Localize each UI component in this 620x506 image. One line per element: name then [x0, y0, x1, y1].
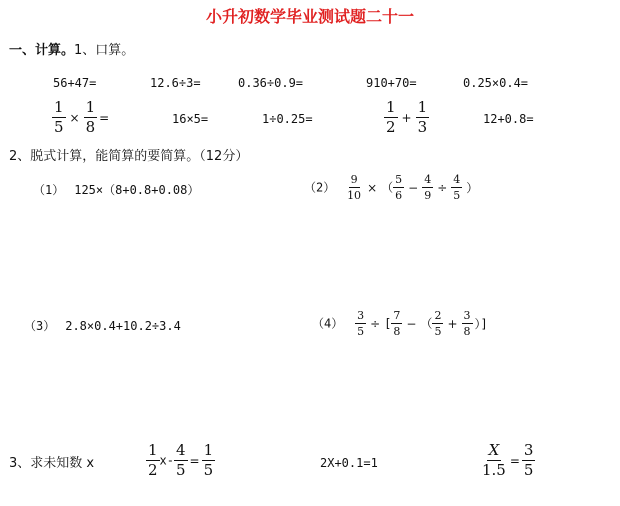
oral-q7: 16×5= — [172, 112, 209, 126]
problem-4: （4） $\frac{3}{5}$ ÷ [ $\frac{7}{8}$ − （ $\frac{2}{5}$ + $\frac{3}{8}$ ）] — [312, 309, 488, 338]
fraction: $\frac{4}{5}$ — [453, 173, 461, 202]
oral-q3: 0.36÷0.9= — [238, 76, 304, 90]
fraction: $\frac{1}{2}$ — [386, 98, 396, 136]
fraction: $\frac{1}{5}$ — [203, 441, 214, 479]
section1-subheading: 1、口算。 — [74, 43, 135, 58]
fraction: $\frac{9}{10}$ — [347, 173, 362, 202]
fraction: $\frac{4}{5}$ — [176, 441, 186, 479]
oral-q10: 12+0.8= — [483, 112, 534, 126]
fraction: $\frac{X}{1.5}$ — [482, 441, 506, 479]
fraction: $\frac{2}{5}$ — [434, 309, 442, 338]
oral-q2: 12.6÷3= — [150, 76, 201, 90]
fraction: $\frac{7}{8}$ — [393, 309, 401, 338]
fraction: $\frac{1}{5}$ — [54, 98, 64, 136]
section3-heading: 3、求未知数 x — [9, 456, 95, 471]
equation-1: $\frac{1}{2}$ x- $\frac{4}{5}$ = $\frac{1}{5}$ — [148, 441, 214, 479]
oral-q1: 56+47= — [53, 76, 97, 90]
problem-1 — [33, 184, 199, 196]
page-title: 小升初数学毕业测试题二十一 — [205, 7, 414, 26]
fraction: $\frac{3}{5}$ — [523, 441, 534, 479]
oral-q8: 1÷0.25= — [262, 112, 313, 126]
problem-3-label: （3） — [24, 319, 56, 333]
problem-2: （2） $\frac{9}{10}$ × （ $\frac{5}{6}$ − $\frac{4}{9}$ ÷ $\frac{4}{5}$ ） — [304, 173, 479, 202]
problem-1-expr: 125×（8+0.8+0.08） — [74, 183, 200, 197]
fraction: $\frac{5}{6}$ — [395, 173, 403, 202]
oral-q4: 910+70= — [366, 76, 417, 90]
oral-q5: 0.25×0.4= — [463, 76, 529, 90]
equation-3: $\frac{X}{1.5}$ = $\frac{3}{5}$ — [482, 441, 534, 479]
problem-1-label: （1） — [33, 183, 65, 197]
section1-heading-label: 一、计算。 — [9, 43, 75, 58]
equation-2: 2X+0.1=1 — [320, 456, 378, 470]
fraction: $\frac{1}{2}$ — [148, 441, 158, 479]
oral-q6: $\frac{1}{5}$ × $\frac{1}{8}$ = — [54, 98, 110, 136]
fraction: $\frac{1}{3}$ — [417, 98, 428, 136]
section1-heading — [9, 44, 134, 57]
fraction: $\frac{3}{5}$ — [357, 309, 365, 338]
oral-q9: $\frac{1}{2}$ + $\frac{1}{3}$ — [386, 98, 428, 136]
fraction: $\frac{3}{8}$ — [463, 309, 471, 338]
fraction: $\frac{4}{9}$ — [424, 173, 432, 202]
problem-3 — [24, 320, 181, 332]
fraction: $\frac{1}{8}$ — [85, 98, 96, 136]
section2-heading: 2、脱式计算，能简算的要简算。（12分） — [9, 149, 249, 164]
problem-3-expr: 2.8×0.4+10.2÷3.4 — [65, 319, 181, 333]
